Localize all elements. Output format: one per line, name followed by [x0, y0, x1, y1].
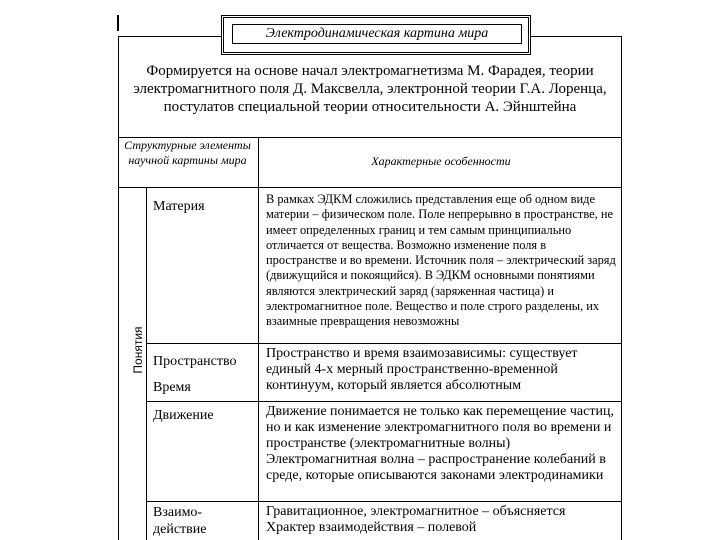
- header-divider: [258, 137, 259, 187]
- description-space-time: Пространство и время взаимозависимы: существует единый 4-х мерный пространственно-временной континуум, который является абсолютным: [266, 346, 578, 393]
- concepts-side-label: Понятия: [131, 326, 145, 374]
- element-interaction: Взаимо- действие: [153, 505, 207, 537]
- text-cursor: [117, 15, 119, 31]
- row-divider-3: [146, 501, 622, 502]
- row-divider-1: [146, 343, 622, 344]
- column-header-features: Характерные особенности: [371, 154, 511, 168]
- table-right-border: [621, 36, 622, 540]
- header-bottom-line: [118, 187, 622, 188]
- table-top-border-left: [118, 36, 222, 37]
- table-left-border: [118, 36, 119, 540]
- intro-paragraph: Формируется на основе начал электромагнетизма М. Фарадея, теории электромагнитного поля Д. Максвелла, электронной теории Г.А. Лоренца, постулатов специальной теории относительности А. Эйнштейна: [133, 63, 607, 115]
- description-motion: Движение понимается не только как перемещение частиц, но и как изменение электромагнитного поля во времени и пространстве (электромагнитные волны) Электромагнитная волна – распространение колебаний в среде, которые описываются законами электродинамики: [266, 404, 614, 483]
- side-label-divider: [146, 187, 147, 540]
- description-interaction: Гравитационное, электромагнитное – объясняется Храктер взаимодействия – полевой: [266, 504, 566, 535]
- column-header-elements: Структурные элементы научной картины мира: [124, 138, 251, 167]
- element-space-time: Пространство Время: [153, 354, 237, 395]
- table-top-border-right: [531, 36, 622, 37]
- element-matter: Материя: [153, 199, 205, 214]
- element-motion: Движение: [153, 408, 214, 423]
- body-divider: [258, 187, 259, 540]
- page-title: Электродинамическая картина мира: [232, 24, 522, 44]
- description-matter: В рамках ЭДКМ сложились представления еще об одном виде материи – физическом поле. Поле непрерывно в пространстве, не имеет определенных границ и тем самым принципиально отличается от вещества. Возможно изменение поля в пространстве и во времени. Источник поля – электрический заряд (движущийся и покоящийся). В ЭДКМ основными понятиями являются электрический заряд (заряженная частица) и электромагнитное поле. Вещество и поле строго разделены, их взаимные превращения невозможны: [266, 192, 616, 329]
- row-divider-2: [146, 401, 622, 402]
